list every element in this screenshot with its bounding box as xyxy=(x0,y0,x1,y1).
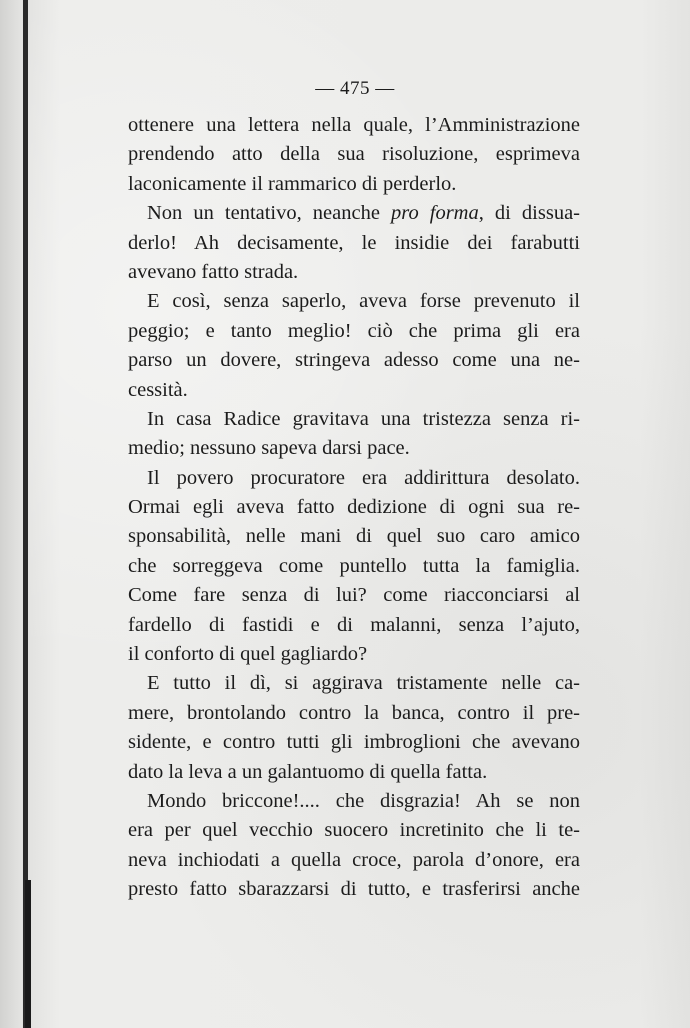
text-line: cessità. xyxy=(128,378,188,401)
text-line: Mondo briccone!.... che disgrazia! Ah se non xyxy=(147,789,580,812)
text-line: medio; nessuno sapeva darsi pace. xyxy=(128,437,410,460)
text-line: laconicamente il rammarico di perderlo. xyxy=(128,172,457,195)
text-line: presto fatto sbarazzarsi di tutto, e trasferirsi anche xyxy=(128,878,580,901)
text-line: derlo! Ah decisamente, le insidie dei farabutti xyxy=(128,231,580,254)
text-line: E così, senza saperlo, aveva forse prevenuto il xyxy=(147,290,580,313)
italic-phrase: pro forma xyxy=(391,202,479,225)
text-line: il conforto di quel gagliardo? xyxy=(128,643,368,666)
text-segment: Non un tentativo, neanche xyxy=(147,202,391,225)
text-line: sidente, e contro tutti gli imbroglioni che avevano xyxy=(128,731,580,754)
text-line: sponsabilità, nelle mani di quel suo caro amico xyxy=(128,525,580,548)
text-line: dato la leva a un galantuomo di quella fatta. xyxy=(128,760,488,783)
text-line: neva inchiodati a quella croce, parola d’onore, era xyxy=(128,848,580,871)
text-segment: , di dissua- xyxy=(478,202,580,225)
text-line: avevano fatto strada. xyxy=(128,260,299,283)
text-line: parso un dovere, stringeva adesso come una ne- xyxy=(128,349,580,372)
text-line: fardello di fastidi e di malanni, senza l’ajuto, xyxy=(128,613,580,636)
text-line: In casa Radice gravitava una tristezza senza ri- xyxy=(147,407,580,430)
page-number: — 475 — xyxy=(315,78,395,99)
text-line: E tutto il dì, si aggirava tristamente nelle ca- xyxy=(147,672,580,695)
text-line-with-italic xyxy=(128,199,580,228)
text-line: era per quel vecchio suocero incretinito che li te- xyxy=(128,819,580,842)
text-line: Il povero procuratore era addirittura desolato. xyxy=(147,466,580,489)
text-line: Come fare senza di lui? come riacconciarsi al xyxy=(128,584,580,607)
text-line: prendendo atto della sua risoluzione, esprimeva xyxy=(128,143,580,166)
text-line: Ormai egli aveva fatto dedizione di ogni sua re- xyxy=(128,496,580,519)
text-line: peggio; e tanto meglio! ciò che prima gli era xyxy=(128,319,580,342)
text-line: mere, brontolando contro la banca, contro il pre- xyxy=(128,701,580,724)
body-text xyxy=(128,111,580,905)
text-line: ottenere una lettera nella quale, l’Amministrazione xyxy=(128,114,580,136)
text-line: che sorreggeva come puntello tutta la famiglia. xyxy=(128,554,580,577)
